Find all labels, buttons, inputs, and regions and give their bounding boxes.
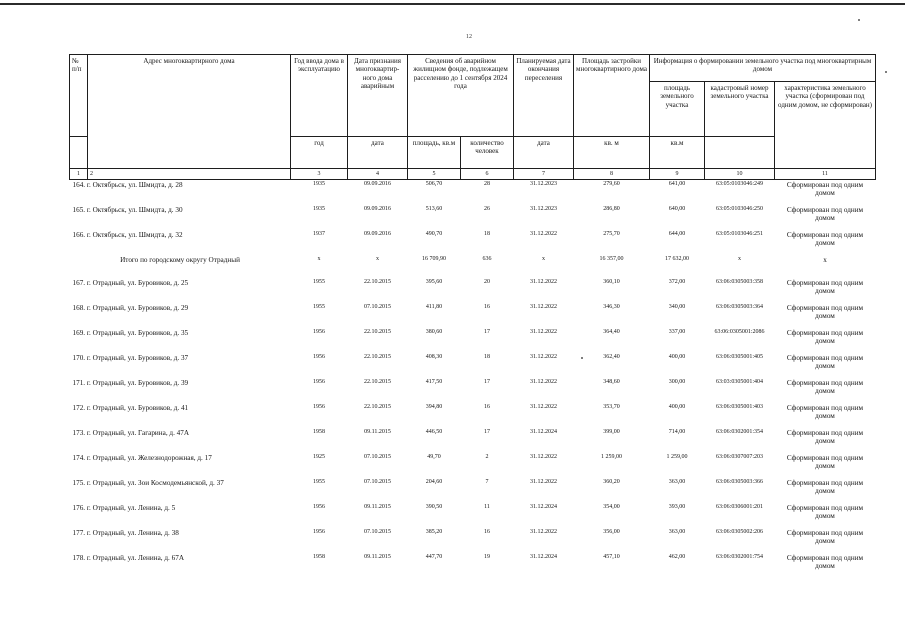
- cadastral-cell: 63:03:0305001:404: [715, 379, 763, 385]
- planned-date-cell: 31.12.2024: [530, 554, 557, 560]
- address-cell: 170. г. Отрадный, ул. Буровиков, д. 37: [72, 354, 189, 362]
- header-unit-empty: [70, 137, 88, 169]
- address-cell: 168. г. Отрадный, ул. Буровиков, д. 29: [72, 304, 189, 312]
- planned-date-cell: x: [542, 256, 545, 262]
- area-cell: 506,70: [425, 181, 443, 187]
- cadastral-cell: 63:05:0103046:251: [715, 231, 763, 237]
- scan-speck: [858, 19, 860, 21]
- header-unit-building-area: кв. м: [574, 137, 650, 169]
- people-cell: 2: [485, 454, 489, 460]
- emergency-date-cell: 09.11.2015: [364, 429, 391, 435]
- planned-date-cell: 31.12.2022: [530, 279, 557, 285]
- area-cell: 408,30: [425, 354, 443, 360]
- header-col-land-characteristic: характеристика земельного участка (сформирован под одним домом, не сформирован): [775, 82, 876, 169]
- land-area-cell: 300,00: [668, 379, 686, 385]
- emergency-date-cell: 22.10.2015: [364, 404, 391, 410]
- people-cell: 18: [484, 231, 490, 237]
- land-area-cell: 393,00: [668, 504, 686, 510]
- building-area-cell: 346,30: [603, 304, 620, 310]
- building-area-cell: 356,00: [603, 529, 620, 535]
- address-cell: 173. г. Отрадный, ул. Гагарина, д. 47А: [72, 429, 190, 437]
- area-cell: 446,50: [425, 429, 443, 435]
- table-row: [70, 303, 876, 328]
- cadastral-cell: 63:06:0302001:354: [715, 429, 763, 435]
- planned-date-cell: 31.12.2022: [530, 404, 557, 410]
- column-index: 10: [705, 169, 775, 180]
- table-row: [70, 328, 876, 353]
- building-area-cell: 1 259,00: [601, 454, 622, 460]
- table-row: [70, 453, 876, 478]
- planned-date-cell: 31.12.2022: [530, 479, 557, 485]
- building-area-cell: 399,00: [603, 429, 620, 435]
- year-cell: 1956: [313, 329, 325, 335]
- land-area-cell: 363,00: [668, 479, 686, 485]
- table-row: [70, 478, 876, 503]
- header-col-land-info: Информация о формировании земельного участка под многоквартирным домом: [650, 55, 876, 82]
- year-cell: 1956: [313, 529, 325, 535]
- status-cell: x: [823, 256, 827, 264]
- cadastral-cell: 63:05:0103046:249: [715, 181, 763, 187]
- cadastral-cell: 63:06:0305001:405: [715, 354, 763, 360]
- year-cell: 1937: [313, 231, 325, 237]
- building-area-cell: 354,00: [603, 504, 620, 510]
- planned-date-cell: 31.12.2022: [530, 354, 557, 360]
- building-area-cell: 275,70: [603, 231, 620, 237]
- status-cell: Сформирован под одним домом: [786, 379, 864, 396]
- area-cell: 513,60: [425, 206, 443, 212]
- emergency-date-cell: 22.10.2015: [364, 279, 391, 285]
- planned-date-cell: 31.12.2023: [530, 206, 557, 212]
- header-unit-year: год: [291, 137, 348, 169]
- cadastral-cell: 63:06:0305002:206: [715, 529, 763, 535]
- total-label: Итого по городскому округу Отрадный: [120, 256, 240, 264]
- land-area-cell: 462,00: [668, 554, 686, 560]
- table-row: [70, 378, 876, 403]
- column-index-row: [70, 169, 876, 180]
- year-cell: 1956: [313, 354, 325, 360]
- planned-date-cell: 31.12.2023: [530, 181, 557, 187]
- area-cell: 380,60: [425, 329, 443, 335]
- land-area-cell: 644,00: [668, 231, 686, 237]
- status-cell: Сформирован под одним домом: [786, 329, 864, 346]
- year-cell: 1955: [313, 279, 325, 285]
- land-area-cell: 1 259,00: [666, 454, 688, 460]
- building-area-cell: 353,70: [603, 404, 620, 410]
- table-row: [70, 230, 876, 255]
- year-cell: 1956: [313, 404, 325, 410]
- status-cell: Сформирован под одним домом: [786, 429, 864, 446]
- building-area-cell: 279,60: [603, 181, 620, 187]
- address-cell: 177. г. Отрадный, ул. Ленина, д. 38: [72, 529, 179, 537]
- land-area-cell: 714,00: [668, 429, 686, 435]
- cadastral-cell: 63:06:0302001:754: [715, 554, 763, 560]
- cadastral-cell: 63:06:0306001:201: [715, 504, 763, 510]
- address-cell: 166. г. Октябрьск, ул. Шмидта, д. 32: [72, 231, 183, 239]
- planned-date-cell: 31.12.2022: [530, 379, 557, 385]
- cadastral-cell: 63:06:0305003:366: [715, 479, 763, 485]
- building-area-cell: 364,40: [603, 329, 620, 335]
- emergency-date-cell: 09.11.2015: [364, 504, 391, 510]
- people-cell: 17: [484, 429, 490, 435]
- emergency-date-cell: 22.10.2015: [364, 329, 391, 335]
- header-col-year: Год ввода дома в эксплуатацию: [291, 55, 348, 137]
- column-index: 4: [348, 169, 408, 180]
- emergency-date-cell: 09.11.2015: [364, 554, 391, 560]
- year-cell: 1935: [313, 206, 325, 212]
- address-cell: 172. г. Отрадный, ул. Буровиков, д. 41: [72, 404, 189, 412]
- scan-top-border: [0, 3, 905, 5]
- emergency-date-cell: 09.09.2016: [364, 181, 391, 187]
- people-cell: 28: [484, 181, 490, 187]
- people-cell: 7: [485, 479, 489, 485]
- column-index: 11: [775, 169, 876, 180]
- area-cell: 394,80: [425, 404, 443, 410]
- area-cell: 395,60: [425, 279, 443, 285]
- land-area-cell: 400,00: [668, 404, 686, 410]
- status-cell: Сформирован под одним домом: [786, 479, 864, 496]
- total-row: [70, 255, 876, 278]
- table-row: [70, 205, 876, 230]
- address-cell: 167. г. Отрадный, ул. Буровиков, д. 25: [72, 279, 189, 287]
- people-cell: 26: [484, 206, 490, 212]
- area-cell: 417,50: [425, 379, 443, 385]
- status-cell: Сформирован под одним домом: [786, 454, 864, 471]
- people-cell: 636: [482, 256, 492, 262]
- emergency-date-cell: 07.10.2015: [364, 454, 391, 460]
- year-cell: 1958: [313, 554, 325, 560]
- emergency-date-cell: 07.10.2015: [364, 304, 391, 310]
- building-area-cell: 360,20: [603, 479, 620, 485]
- year-cell: 1956: [313, 504, 325, 510]
- column-index: 5: [408, 169, 461, 180]
- land-area-cell: 340,00: [668, 304, 686, 310]
- year-cell: 1956: [313, 379, 325, 385]
- year-cell: 1958: [313, 429, 325, 435]
- column-index: 9: [650, 169, 705, 180]
- table-row: [70, 528, 876, 553]
- area-cell: 390,50: [425, 504, 443, 510]
- year-cell: 1955: [313, 479, 325, 485]
- header-col-emergency-date: Дата признания многоквартир-ного дома аварийным: [348, 55, 408, 137]
- land-area-cell: 337,00: [668, 329, 686, 335]
- status-cell: Сформирован под одним домом: [786, 279, 864, 296]
- planned-date-cell: 31.12.2022: [530, 304, 557, 310]
- table-row: [70, 553, 876, 578]
- header-unit-cadastral-empty: [705, 137, 775, 169]
- status-cell: Сформирован под одним домом: [786, 231, 864, 248]
- land-area-cell: 400,00: [668, 354, 686, 360]
- people-cell: 16: [484, 404, 490, 410]
- land-area-cell: 641,00: [668, 181, 686, 187]
- emergency-date-cell: 09.09.2016: [364, 231, 391, 237]
- building-area-cell: 348,60: [603, 379, 620, 385]
- address-cell: 175. г. Отрадный, ул. Зои Космодемьянской, д. 37: [72, 479, 224, 487]
- cadastral-cell: 63:06:0305001:403: [715, 404, 763, 410]
- land-area-cell: 363,00: [668, 529, 686, 535]
- people-cell: 16: [484, 304, 490, 310]
- header-unit-land-area: кв.м: [650, 137, 705, 169]
- area-cell: 411,80: [425, 304, 443, 310]
- area-cell: 385,20: [425, 529, 443, 535]
- header-col-land-area: площадь земельного участка: [650, 82, 705, 137]
- area-cell: 204,60: [425, 479, 443, 485]
- land-area-cell: 640,00: [668, 206, 686, 212]
- people-cell: 20: [484, 279, 490, 285]
- housing-register-table: [69, 54, 876, 578]
- year-cell: 1935: [313, 181, 325, 187]
- planned-date-cell: 31.12.2022: [530, 329, 557, 335]
- status-cell: Сформирован под одним домом: [786, 529, 864, 546]
- column-index: 2: [88, 169, 291, 180]
- cadastral-cell: 63:06:0307007:203: [715, 454, 763, 460]
- status-cell: Сформирован под одним домом: [786, 354, 864, 371]
- address-cell: 164. г. Октябрьск, ул. Шмидта, д. 28: [72, 181, 183, 189]
- people-cell: 16: [484, 529, 490, 535]
- people-cell: 19: [484, 554, 490, 560]
- header-unit-date: дата: [348, 137, 408, 169]
- emergency-date-cell: 22.10.2015: [364, 379, 391, 385]
- status-cell: Сформирован под одним домом: [786, 504, 864, 521]
- area-cell: 49,70: [427, 454, 441, 460]
- area-cell: 490,70: [425, 231, 443, 237]
- area-cell: 447,70: [425, 554, 443, 560]
- table-row: [70, 180, 876, 206]
- year-cell: 1925: [313, 454, 325, 460]
- building-area-cell: 362,40: [603, 354, 620, 360]
- header-col-number: № п/п: [70, 55, 88, 137]
- header-col-cadastral: кадастровый номер земельного участка: [705, 82, 775, 137]
- cadastral-cell: 63:06:0305003:358: [715, 279, 763, 285]
- emergency-date-cell: 07.10.2015: [364, 529, 391, 535]
- header-unit-planned-date: дата: [514, 137, 574, 169]
- column-index: 1: [70, 169, 88, 180]
- year-cell: 1955: [313, 304, 325, 310]
- status-cell: Сформирован под одним домом: [786, 181, 864, 198]
- column-index: 3: [291, 169, 348, 180]
- status-cell: Сформирован под одним домом: [786, 554, 864, 571]
- table-row: [70, 353, 876, 378]
- planned-date-cell: 31.12.2022: [530, 529, 557, 535]
- area-cell: 16 709,90: [422, 256, 446, 262]
- cadastral-cell: 63:06:0305003:364: [715, 304, 763, 310]
- people-cell: 18: [484, 354, 490, 360]
- table-row: [70, 278, 876, 303]
- column-index: 6: [461, 169, 514, 180]
- building-area-cell: 286,80: [603, 206, 620, 212]
- column-index: 8: [574, 169, 650, 180]
- table-row: [70, 503, 876, 528]
- people-cell: 17: [484, 329, 490, 335]
- status-cell: Сформирован под одним домом: [786, 404, 864, 421]
- table-row: [70, 403, 876, 428]
- cadastral-cell: 63:05:0103046:250: [715, 206, 763, 212]
- planned-date-cell: 31.12.2024: [530, 429, 557, 435]
- address-cell: 169. г. Отрадный, ул. Буровиков, д. 35: [72, 329, 189, 337]
- header-unit-people: количество человек: [461, 137, 514, 169]
- status-cell: Сформирован под одним домом: [786, 206, 864, 223]
- status-cell: Сформирован под одним домом: [786, 304, 864, 321]
- table-row: [70, 428, 876, 453]
- address-cell: 174. г. Отрадный, ул. Железнодорожная, д. 17: [72, 454, 212, 462]
- building-area-cell: 16 357,00: [599, 256, 624, 262]
- building-area-cell: 457,10: [603, 554, 620, 560]
- emergency-date-cell: 22.10.2015: [364, 354, 391, 360]
- column-index: 7: [514, 169, 574, 180]
- header-col-planned-date: Планируемая дата окончания переселения: [514, 55, 574, 137]
- land-area-cell: 17 632,00: [665, 256, 689, 262]
- planned-date-cell: 31.12.2022: [530, 231, 557, 237]
- header-unit-area: площадь, кв.м: [408, 137, 461, 169]
- header-col-housing-info: Сведения об аварийном жилищном фонде, подлежащем расселению до 1 сентября 2024 года: [408, 55, 514, 137]
- people-cell: 11: [484, 504, 490, 510]
- header-col-building-area: Площадь застройки многоквартирного дома: [574, 55, 650, 137]
- emergency-date-cell: x: [376, 256, 379, 262]
- address-cell: 165. г. Октябрьск, ул. Шмидта, д. 30: [72, 206, 183, 214]
- address-cell: 171. г. Отрадный, ул. Буровиков, д. 39: [72, 379, 189, 387]
- emergency-date-cell: 09.09.2016: [364, 206, 391, 212]
- planned-date-cell: 31.12.2024: [530, 504, 557, 510]
- page-number: 12: [466, 34, 472, 40]
- land-area-cell: 372,00: [668, 279, 686, 285]
- people-cell: 17: [484, 379, 490, 385]
- scan-speck: [885, 71, 887, 73]
- cadastral-cell: x: [738, 256, 741, 262]
- emergency-date-cell: 07.10.2015: [364, 479, 391, 485]
- address-cell: 176. г. Отрадный, ул. Ленина, д. 5: [72, 504, 176, 512]
- address-cell: 178. г. Отрадный, ул. Ленина, д. 67А: [72, 554, 185, 562]
- cadastral-cell: 63:06:0305001:2086: [714, 329, 765, 335]
- planned-date-cell: 31.12.2022: [530, 454, 557, 460]
- building-area-cell: 360,10: [603, 279, 620, 285]
- year-cell: x: [317, 256, 321, 262]
- header-col-address: Адрес многоквартирного дома: [88, 55, 291, 169]
